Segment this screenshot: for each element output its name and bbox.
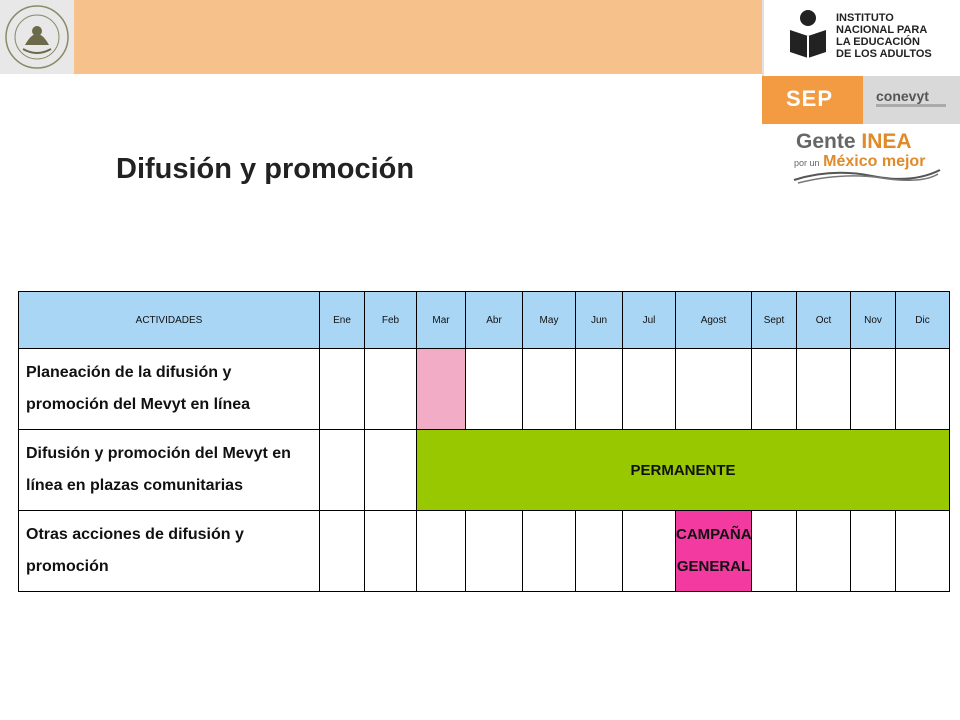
activity-cell: Otras acciones de difusión y promoción xyxy=(19,511,320,592)
conevyt-logo: conevyt xyxy=(876,88,929,104)
month-cell xyxy=(896,511,950,592)
table-row xyxy=(19,430,950,511)
month-cell xyxy=(576,349,623,430)
month-cell xyxy=(523,511,576,592)
column-header: Ene xyxy=(320,292,365,349)
month-cell xyxy=(752,511,797,592)
month-cell xyxy=(797,349,851,430)
column-header: Oct xyxy=(797,292,851,349)
por-un-text: por un xyxy=(794,158,820,168)
column-header: Abr xyxy=(466,292,523,349)
month-cell xyxy=(523,349,576,430)
month-cell xyxy=(896,349,950,430)
coat-of-arms-seal xyxy=(0,0,74,74)
mexico-mejor-text: México mejor xyxy=(823,153,926,170)
column-header: May xyxy=(523,292,576,349)
swoosh-icon xyxy=(792,164,942,184)
month-cell xyxy=(320,430,365,511)
column-header: ACTIVIDADES xyxy=(19,292,320,349)
table-row xyxy=(19,511,950,592)
month-cell xyxy=(752,349,797,430)
header-orange-bar xyxy=(74,0,762,74)
column-header: Feb xyxy=(365,292,417,349)
permanent-span: PERMANENTE xyxy=(417,430,950,511)
activity-cell: Difusión y promoción del Mevyt en línea en plazas comunitarias xyxy=(19,430,320,511)
month-cell xyxy=(851,511,896,592)
month-cell xyxy=(466,511,523,592)
gente-inea-logo xyxy=(796,130,912,154)
campaign-cell: CAMPAÑA GENERAL xyxy=(676,511,752,592)
month-cell xyxy=(623,511,676,592)
eagle-seal-icon xyxy=(3,3,71,71)
conevyt-underline xyxy=(876,104,946,107)
inea-name-line: DE LOS ADULTOS xyxy=(836,48,932,60)
page-title: Difusión y promoción xyxy=(116,153,415,185)
month-cell-scheduled xyxy=(417,349,466,430)
table-row xyxy=(19,349,950,430)
month-cell xyxy=(320,511,365,592)
month-cell xyxy=(851,349,896,430)
table-header-row xyxy=(19,292,950,349)
month-cell xyxy=(365,349,417,430)
activity-schedule-table xyxy=(18,291,950,592)
month-cell xyxy=(466,349,523,430)
activity-cell: Planeación de la difusión y promoción del Mevyt en línea xyxy=(19,349,320,430)
month-cell xyxy=(365,511,417,592)
column-header: Dic xyxy=(896,292,950,349)
inea-name xyxy=(836,12,932,60)
inea-name-line: NACIONAL PARA xyxy=(836,24,928,36)
month-cell xyxy=(417,511,466,592)
month-cell xyxy=(623,349,676,430)
inea-name-line: INSTITUTO xyxy=(836,12,894,24)
column-header: Jun xyxy=(576,292,623,349)
column-header: Jul xyxy=(623,292,676,349)
inea-logo-icon xyxy=(786,8,830,58)
month-cell xyxy=(797,511,851,592)
column-header: Sept xyxy=(752,292,797,349)
column-header: Mar xyxy=(417,292,466,349)
month-cell xyxy=(320,349,365,430)
sep-logo: SEP xyxy=(786,86,834,111)
column-header: Nov xyxy=(851,292,896,349)
month-cell xyxy=(576,511,623,592)
month-cell xyxy=(365,430,417,511)
inea-word: INEA xyxy=(861,130,912,153)
column-header: Agost xyxy=(676,292,752,349)
month-cell xyxy=(676,349,752,430)
inea-name-line: LA EDUCACIÓN xyxy=(836,36,920,48)
gente-word: Gente xyxy=(796,130,856,153)
